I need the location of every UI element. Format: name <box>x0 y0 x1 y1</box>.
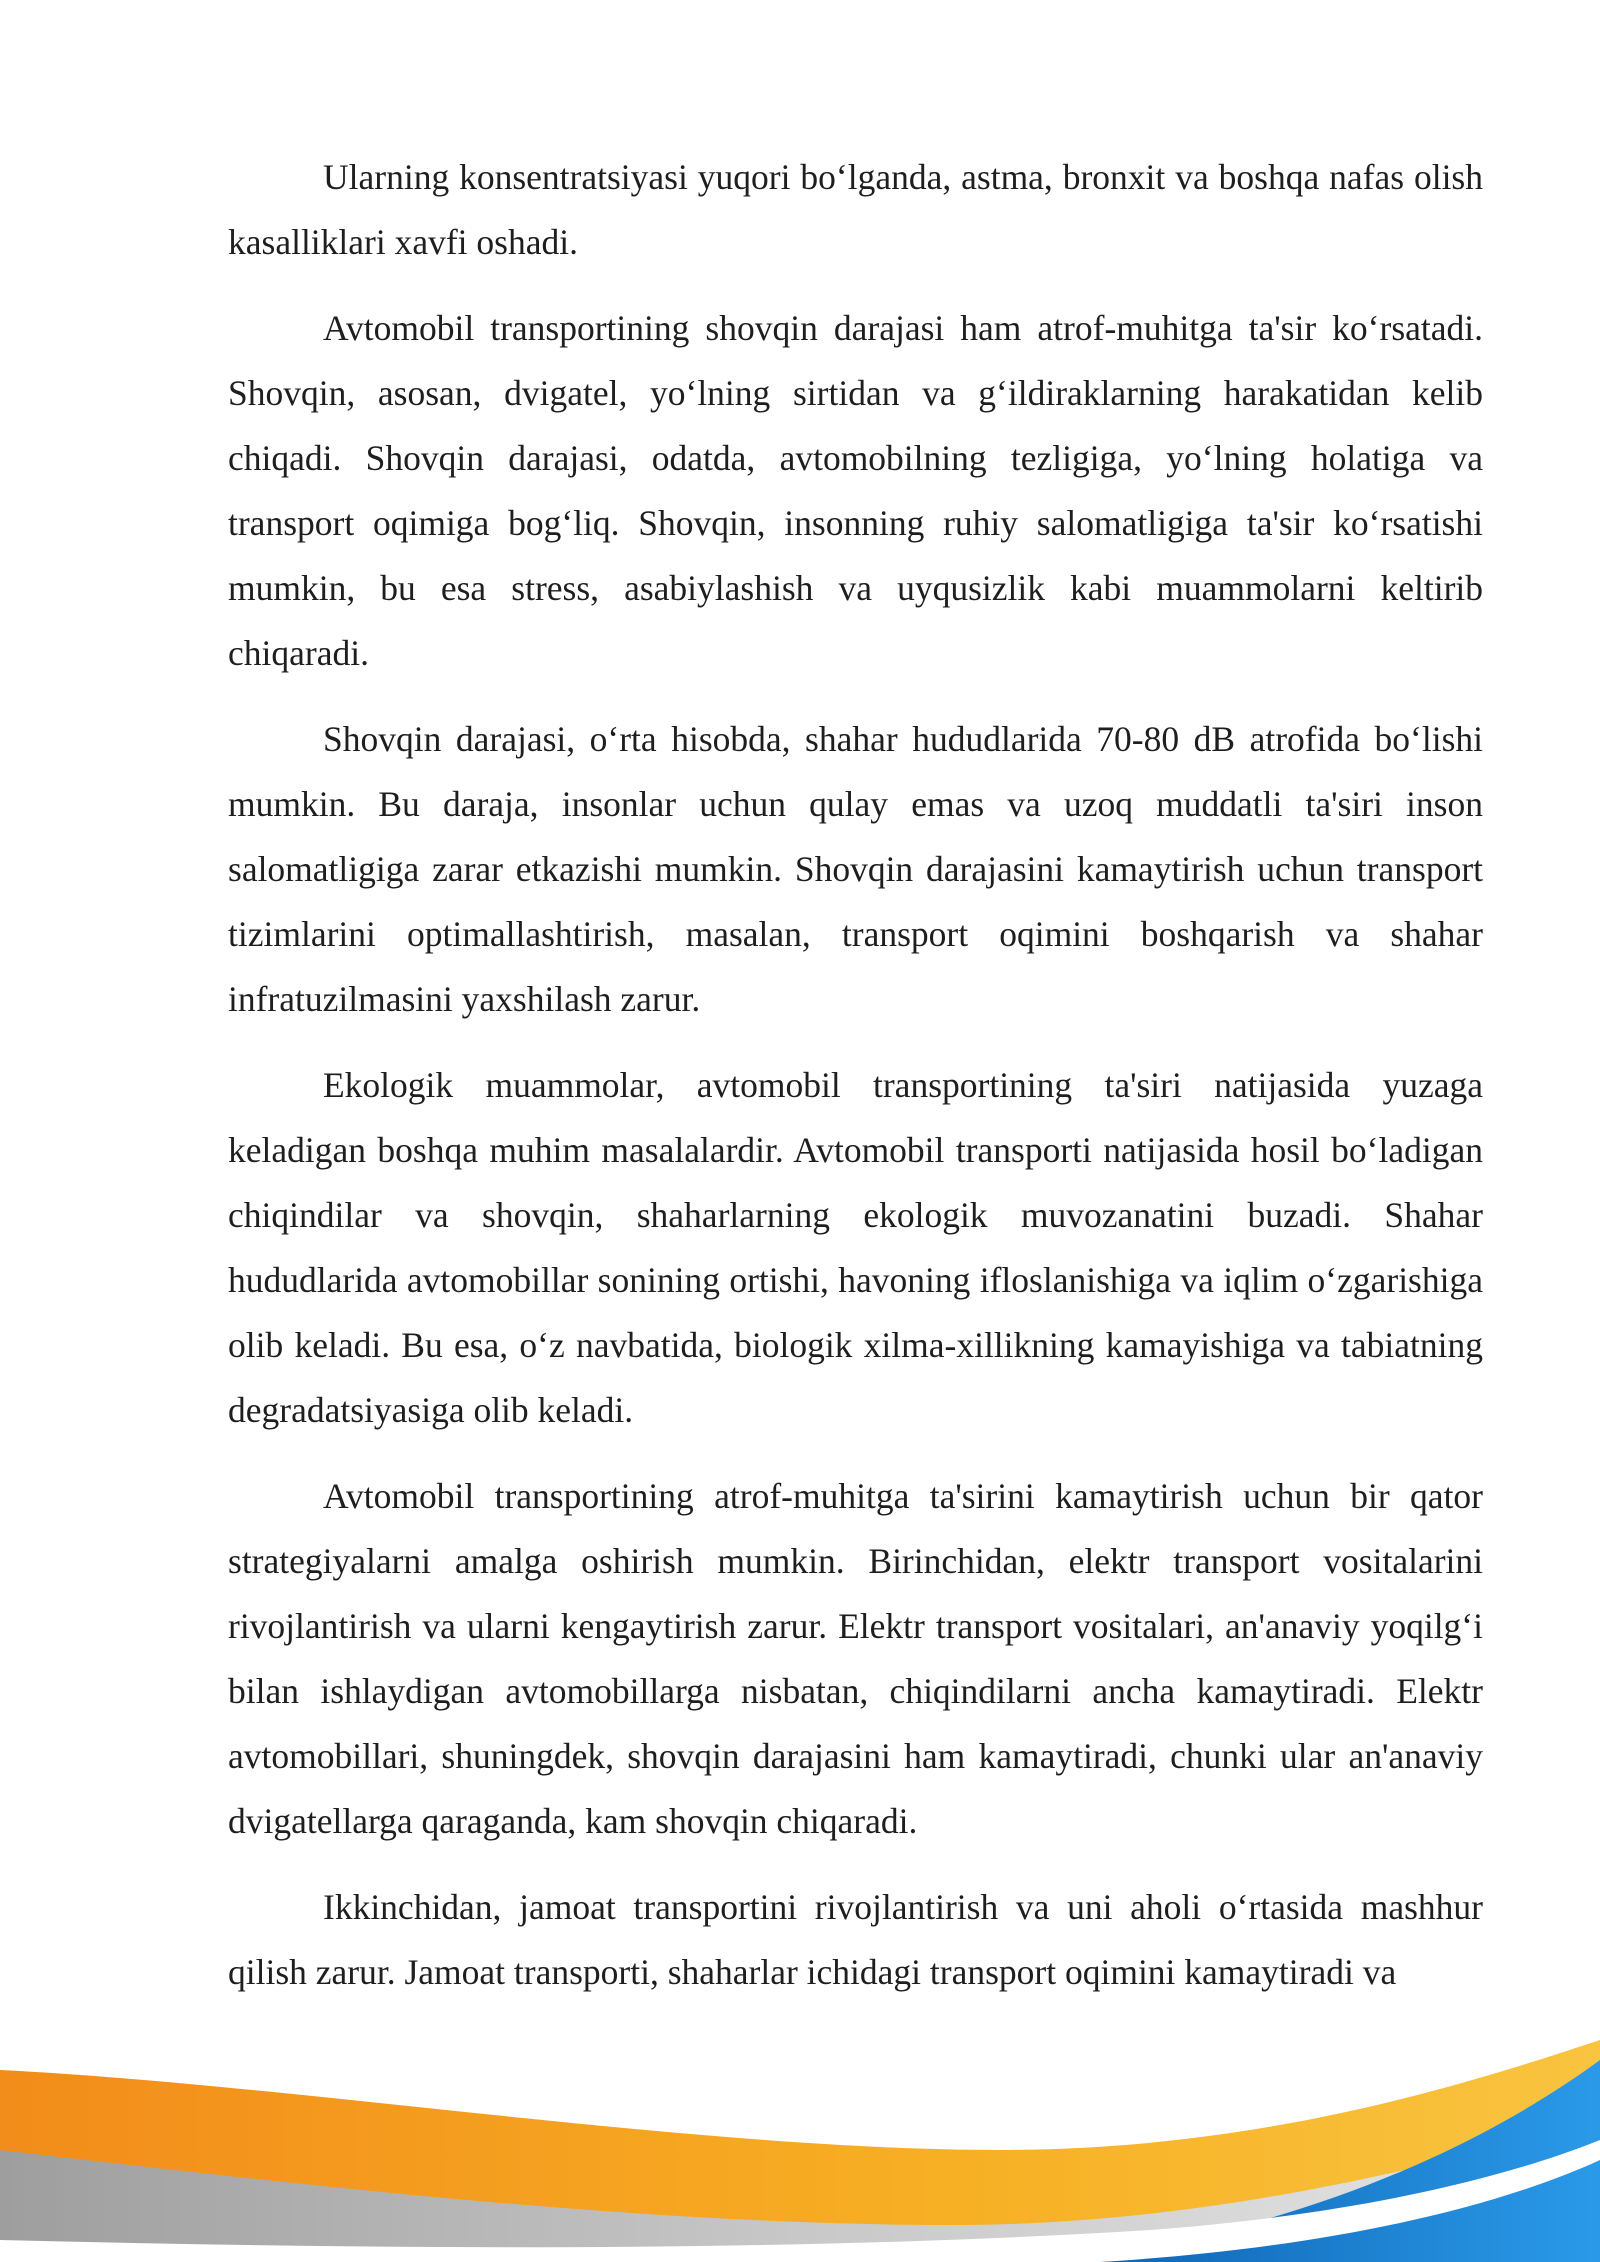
paragraph-6: Ikkinchidan, jamoat transportini rivojlantirish va uni aholi o‘rtasida mashhur qilish zarur. Jamoat transporti, shaharlar ichidagi transport oqimini kamaytiradi va <box>228 1887 1483 1992</box>
paragraph-3: Shovqin darajasi, o‘rta hisobda, shahar hududlarida 70-80 dB atrofida bo‘lishi mumkin. Bu daraja, insonlar uchun qulay emas va uzoq muddatli ta'siri inson salomatligiga zarar etkazishi mumkin. Shovqin darajasini kamaytirish uchun transport tizimlarini optimallashtirish, masalan, transport oqimini boshqarish va shahar infratuzilmasini yaxshilash zarur. <box>228 719 1483 1019</box>
paragraph-2: Avtomobil transportining shovqin darajasi ham atrof-muhitga ta'sir ko‘rsatadi. Shovqin, asosan, dvigatel, yo‘lning sirtidan va g‘ildiraklarning harakatidan kelib chiqadi. Shovqin darajasi, odatda, avtomobilning tezligiga, yo‘lning holatiga va transport oqimiga bog‘liq. Shovqin, insonning ruhiy salomatligiga ta'sir ko‘rsatishi mumkin, bu esa stress, asabiylashish va uyqusizlik kabi muammolarni keltirib chiqaradi. <box>228 308 1483 673</box>
paragraph-1: Ularning konsentratsiyasi yuqori bo‘lganda, astma, bronxit va boshqa nafas olish kasalliklari xavfi oshadi. <box>228 157 1483 262</box>
footer-wave-decoration <box>0 2000 1600 2262</box>
paragraph-4: Ekologik muammolar, avtomobil transportining ta'siri natijasida yuzaga keladigan boshqa muhim masalalardir. Avtomobil transporti natijasida hosil bo‘ladigan chiqindilar va shovqin, shaharlarning ekologik muvozanatini buzadi. Shahar hududlarida avtomobillar sonining ortishi, havoning ifloslanishiga va iqlim o‘zgarishiga olib keladi. Bu esa, o‘z navbatida, biologik xilma-xillikning kamayishiga va tabiatning degradatsiyasiga olib keladi. <box>228 1065 1483 1430</box>
paragraph-5: Avtomobil transportining atrof-muhitga ta'sirini kamaytirish uchun bir qator strategiyalarni amalga oshirish mumkin. Birinchidan, elektr transport vositalarini rivojlantirish va ularni kengaytirish zarur. Elektr transport vositalari, an'anaviy yoqilg‘i bilan ishlaydigan avtomobillarga nisbatan, chiqindilarni ancha kamaytiradi. Elektr avtomobillari, shuningdek, shovqin darajasini ham kamaytiradi, chunki ular an'anaviy dvigatellarga qaraganda, kam shovqin chiqaradi. <box>228 1476 1483 1841</box>
document-body <box>228 145 1483 2026</box>
